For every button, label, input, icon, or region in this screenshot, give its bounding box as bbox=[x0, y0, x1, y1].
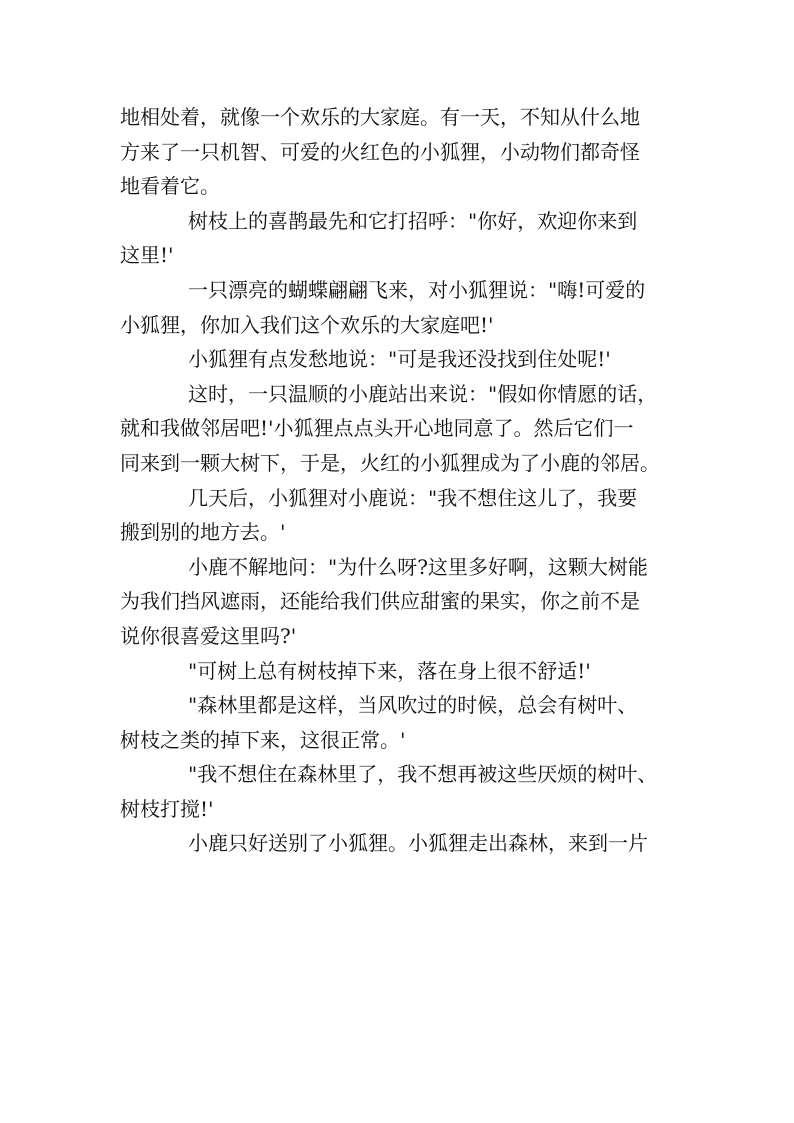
text-line: "我不想住在森林里了，我不想再被这些厌烦的树叶、 bbox=[188, 762, 658, 787]
text-line: 小狐狸有点发愁地说："可是我还没找到住处呢!' bbox=[188, 347, 611, 372]
text-line: 小鹿只好送别了小狐狸。小狐狸走出森林，来到一片 bbox=[188, 831, 648, 856]
text-line: 说你很喜爱这里吗?' bbox=[120, 623, 297, 648]
text-line: 地相处着，就像一个欢乐的大家庭。有一天，不知从什么地 bbox=[120, 105, 640, 129]
text-line: 同来到一颗大树下，于是，火红的小狐狸成为了小鹿的邻居。 bbox=[120, 450, 660, 475]
text-line: 几天后，小狐狸对小鹿说："我不想住这儿了，我要 bbox=[188, 485, 638, 510]
text-line: "森林里都是这样，当风吹过的时候，总会有树叶、 bbox=[188, 693, 638, 718]
text-line: 方来了一只机智、可爱的火红色的小狐狸，小动物们都奇怪 bbox=[120, 139, 640, 164]
text-line: 小鹿不解地问："为什么呀?这里多好啊，这颗大树能 bbox=[188, 554, 648, 579]
text-line: "可树上总有树枝掉下来，落在身上很不舒适!' bbox=[188, 658, 591, 683]
text-line: 一只漂亮的蝴蝶翩翩飞来，对小狐狸说："嗨!可爱的 bbox=[188, 277, 646, 302]
text-line: 树枝打搅!' bbox=[120, 796, 214, 821]
text-line: 为我们挡风遮雨，还能给我们供应甜蜜的果实，你之前不是 bbox=[120, 589, 640, 614]
text-line: 就和我做邻居吧!'小狐狸点点头开心地同意了。然后它们一 bbox=[120, 416, 634, 441]
text-line: 小狐狸，你加入我们这个欢乐的大家庭吧!' bbox=[120, 312, 494, 337]
story-text bbox=[120, 100, 685, 861]
text-line: 搬到别的地方去。' bbox=[120, 520, 286, 545]
text-line: 这里!' bbox=[120, 243, 174, 268]
text-line: 这时，一只温顺的小鹿站出来说："假如你情愿的话， bbox=[188, 381, 658, 406]
text-line: 树枝上的喜鹊最先和它打招呼："你好，欢迎你来到 bbox=[188, 208, 638, 233]
text-line: 地看着它。 bbox=[120, 174, 220, 199]
text-line: 树枝之类的掉下来，这很正常。' bbox=[120, 727, 406, 752]
